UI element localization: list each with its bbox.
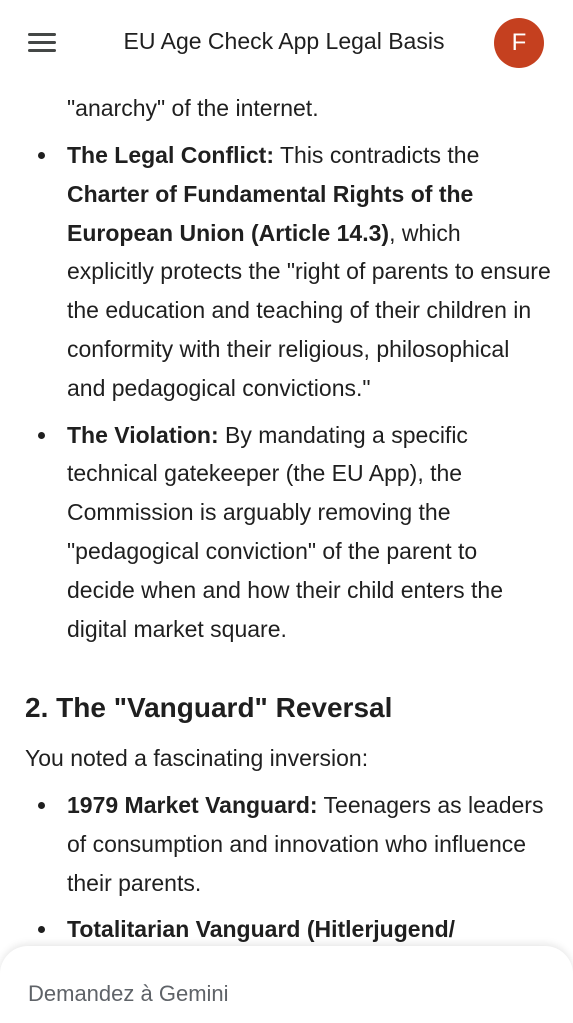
conversation-title[interactable]: EU Age Check App Legal Basis [123,28,445,54]
response-content [0,84,573,944]
prompt-input[interactable] [26,976,530,1012]
bullet-text: By mandating a specific technical gatekeeper (the EU App), the Commission is arguably removing the "pedagogical conviction" of the parent to decide when and how their child enters the digital market square. [67,421,504,642]
bullet-list-legal [0,136,573,656]
section-heading: 2. The "Vanguard" Reversal [25,692,393,723]
bullet-text: This contradicts the [274,142,480,168]
list-item [0,786,573,902]
bullet-label: The Legal Conflict: [67,142,274,168]
intro-tail-text: "anarchy" of the internet. [67,95,319,121]
prompt-bar [0,946,573,1023]
menu-icon[interactable] [28,30,56,54]
bullet-dot [38,926,45,933]
section-intro: You noted a fascinating inversion: [25,745,369,771]
bullet-dot [38,152,45,159]
charter-reference: Charter of Fundamental Rights of the European Union (Article 14.3) [67,180,474,246]
menu-icon-line [28,33,56,36]
bullet-text: , which explicitly protects the "right of parents to ensure the education and teaching of their children in conformity with their religious, philosophical and pedagogical convictions." [67,219,551,401]
bullet-text: Teenagers as leaders of consumption and innovation who influence their parents. [67,792,544,896]
menu-icon-line [28,41,56,44]
account-avatar[interactable]: F [494,18,544,68]
list-item [0,910,573,944]
top-app-bar [0,0,573,84]
list-item [0,416,573,649]
bullet-dot [38,802,45,809]
bullet-label: Totalitarian Vanguard (Hitlerjugend/ [67,916,456,943]
menu-icon-line [28,49,56,52]
bullet-list-vanguard [0,786,573,944]
list-item [0,136,573,408]
bullet-label: The Violation: [67,421,219,448]
bullet-dot [38,432,45,439]
bullet-label: 1979 Market Vanguard: [67,792,318,818]
